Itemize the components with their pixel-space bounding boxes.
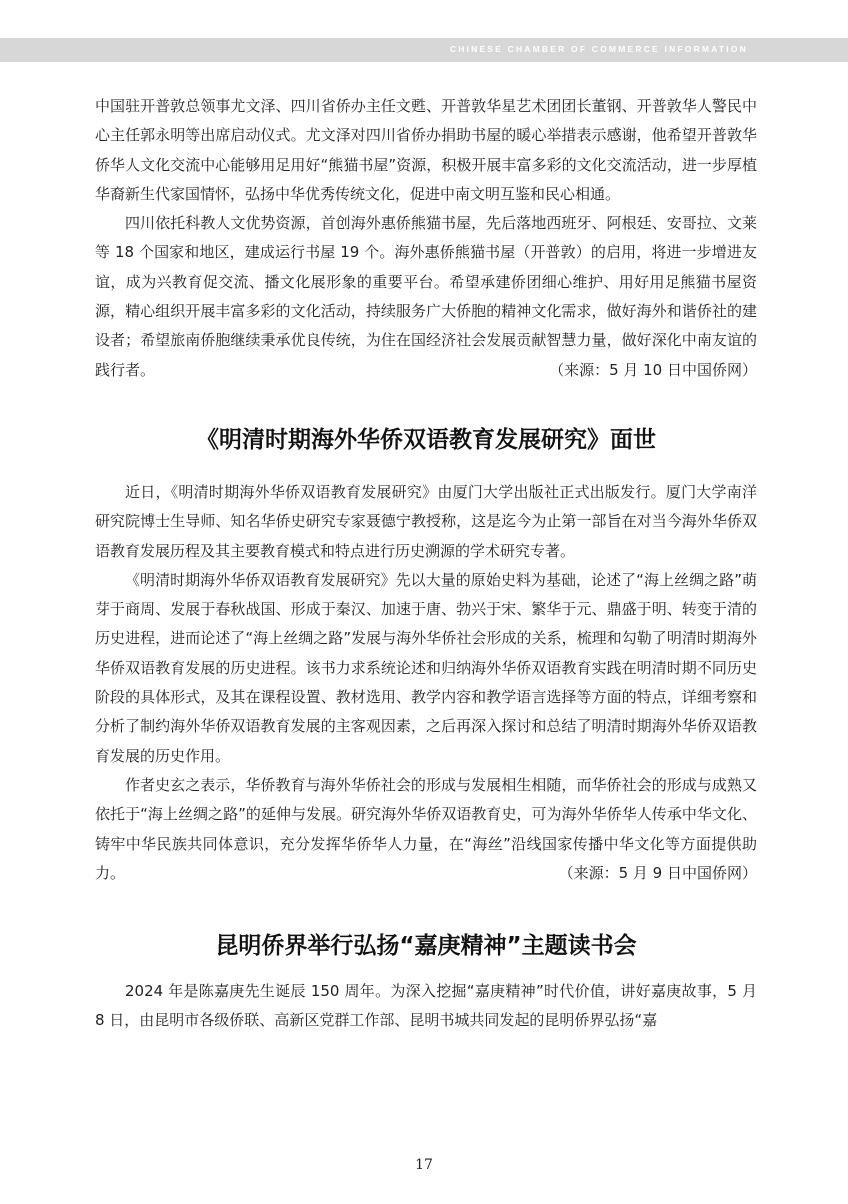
article2-paragraph-3-text: 作者史玄之表示，华侨教育与海外华侨社会的形成与发展相生相随，而华侨社会的形成与成熟又依托于“海上丝绸之路”的延伸与发展。研究海外华侨双语教育史，可为海外华侨华人传承中华文化、铸牢中华民族共同体意识，充分发挥华侨华人力量，在“海丝”沿线国家传播中华文化等方面提供助力。	[95, 775, 757, 882]
article1-paragraph-2	[95, 209, 757, 385]
article1-paragraph-2-text: 四川依托科教人文优势资源，首创海外惠侨熊猫书屋，先后落地西班牙、阿根廷、安哥拉、文莱等 18 个国家和地区，建成运行书屋 19 个。海外惠侨熊猫书屋（开普敦）的启用，将进一步增进友谊，成为兴教育促交流、播文化展形象的重要平台。希望承建侨团细心维护、用好用足熊猫书屋资源，精心组织开展丰富多彩的文化活动，持续服务广大侨胞的精神文化需求，做好海外和谐侨社的建设者；希望旅南侨胞继续秉承优良传统，为住在国经济社会发展贡献智慧力量，做好深化中南友谊的践行者。	[95, 214, 757, 379]
publication-name: CHINESE CHAMBER OF COMMERCE INFORMATION	[449, 44, 748, 54]
article2-source: （来源：5 月 9 日中国侨网）	[558, 863, 757, 882]
article2-paragraph-1: 近日，《明清时期海外华侨双语教育发展研究》由厦门大学出版社正式出版发行。厦门大学南洋研究院博士生导师、知名华侨史研究专家聂德宁教授称，这是迄今为止第一部旨在对当今海外华侨双语教育发展历程及其主要教育模式和特点进行历史溯源的学术研究专著。	[95, 482, 757, 560]
article2-paragraph-3	[95, 771, 757, 888]
page-number: 17	[415, 1157, 433, 1173]
article3-paragraph-1: 2024 年是陈嘉庚先生诞辰 150 周年。为深入挖掘“嘉庚精神”时代价值，讲好嘉庚故事，5 月 8 日，由昆明市各级侨联、高新区党群工作部、昆明书城共同发起的昆明侨界弘扬“嘉	[95, 982, 757, 1030]
article1-paragraph-1: 中国驻开普敦总领事尤文泽、四川省侨办主任文甦、开普敦华星艺术团团长董钢、开普敦华人警民中心主任郭永明等出席启动仪式。尤文泽对四川省侨办捐助书屋的暖心举措表示感谢，他希望开普敦华侨华人文化交流中心能够用足用好“熊猫书屋”资源，积极开展丰富多彩的文化交流活动，进一步厚植华裔新生代家国情怀，弘扬中华优秀传统文化，促进中南文明互鉴和民心相通。	[95, 97, 757, 203]
article3-title: 昆明侨界举行弘扬“嘉庚精神”主题读书会	[215, 933, 637, 960]
header-band	[0, 38, 848, 62]
article1-source: （来源：5 月 10 日中国侨网）	[549, 360, 757, 379]
article2-paragraph-2: 《明清时期海外华侨双语教育发展研究》先以大量的原始史料为基础，论述了“海上丝绸之路”萌芽于商周、发展于春秋战国、形成于秦汉、加速于唐、勃兴于宋、繁华于元、鼎盛于明、转变于清的历史进程，进而论述了“海上丝绸之路”发展与海外华侨社会形成的关系，梳理和勾勒了明清时期海外华侨双语教育发展的历史进程。该书力求系统论述和归纳海外华侨双语教育实践在明清时期不同历史阶段的具体形式，及其在课程设置、教材选用、教学内容和教学语言选择等方面的特点，详细考察和分析了制约海外华侨双语教育发展的主客观因素，之后再深入探讨和总结了明清时期海外华侨双语教育发展的历史作用。	[95, 570, 757, 765]
article2-title: 《明清时期海外华侨双语教育发展研究》面世	[196, 426, 656, 453]
page-content	[95, 92, 757, 1036]
